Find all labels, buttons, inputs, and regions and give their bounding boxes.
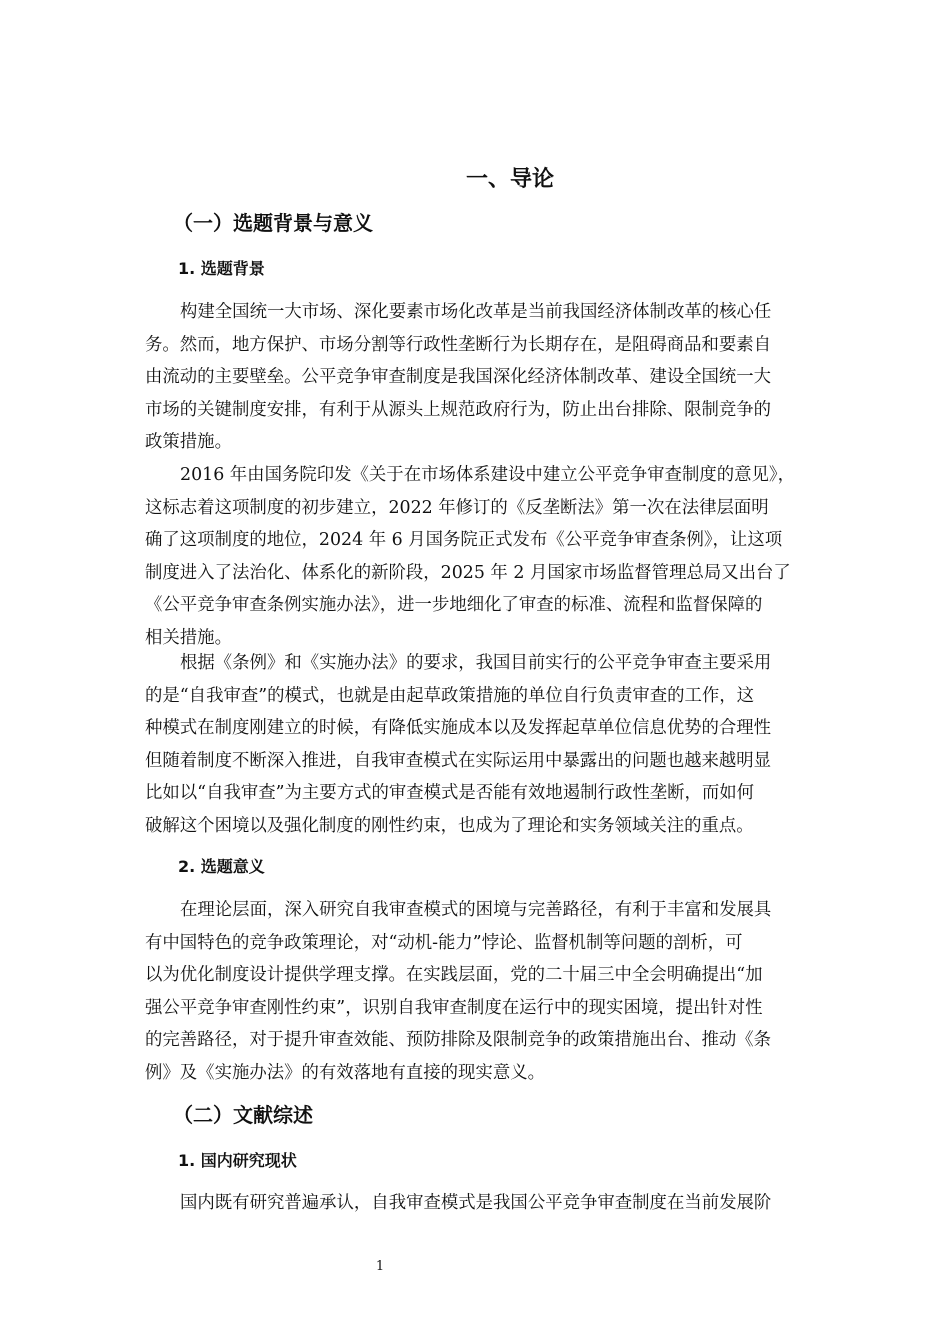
subsection-heading-background: 1. 选题背景: [178, 259, 265, 278]
text-line: 根据《条例》和《实施办法》的要求，我国目前实行的公平竞争审查主要采用: [180, 653, 772, 673]
text-line: 构建全国统一大市场、深化要素市场化改革是当前我国经济体制改革的核心任: [180, 302, 772, 322]
text-line: 比如以“自我审查”为主要方式的审查模式是否能有效地遏制行政性垄断，而如何: [145, 783, 755, 804]
paragraph-background-2: [145, 459, 840, 655]
text-line: 务。然而，地方保护、市场分割等行政性垄断行为长期存在，是阻碍商品和要素自: [145, 334, 772, 355]
text-line: 种模式在制度刚建立的时候，有降低实施成本以及发挥起草单位信息优势的合理性: [145, 718, 772, 739]
text-line: 国内既有研究普遍承认，自我审查模式是我国公平竞争审查制度在当前发展阶: [180, 1193, 772, 1213]
text-line: 以为优化制度设计提供学理支撑。在实践层面，党的二十届三中全会明确提出“加: [145, 965, 763, 986]
text-line: 在理论层面，深入研究自我审查模式的困境与完善路径，有利于丰富和发展具: [180, 900, 772, 920]
text-line: 《公平竞争审查条例实施办法》，进一步地细化了审查的标准、流程和监督保障的: [145, 595, 763, 616]
text-line: 有中国特色的竞争政策理论，对“动机-能力”悖论、监督机制等问题的剖析，可: [145, 932, 743, 953]
text-line: 的完善路径，对于提升审查效能、预防排除及限制竞争的政策措施出台、推动《条: [145, 1030, 772, 1051]
text-line: 的是“自我审查”的模式，也就是由起草政策措施的单位自行负责审查的工作，这: [145, 685, 755, 706]
text-line: 破解这个困境以及强化制度的刚性约束，也成为了理论和实务领域关注的重点。: [145, 815, 754, 836]
text-line: 由流动的主要壁垒。公平竞争审查制度是我国深化经济体制改革、建设全国统一大: [145, 367, 772, 388]
paragraph-significance: [145, 894, 840, 1090]
subsection-heading-domestic-research: 1. 国内研究现状: [178, 1151, 297, 1170]
text-line: 制度进入了法治化、体系化的新阶段，2025 年 2 月国家市场监督管理总局又出台了: [145, 562, 791, 583]
page-number: 1: [375, 1259, 385, 1274]
paragraph-domestic-research: [145, 1187, 840, 1220]
text-line: 例》及《实施办法》的有效落地有直接的现实意义。: [145, 1062, 545, 1083]
subsection-heading-significance: 2. 选题意义: [178, 857, 265, 876]
section-heading-background: （一）选题背景与意义: [173, 211, 373, 235]
text-line: 政策措施。: [145, 432, 232, 453]
text-line: 确了这项制度的地位，2024 年 6 月国务院正式发布《公平竞争审查条例》，让这项: [145, 530, 783, 551]
text-line: 强公平竞争审查刚性约束”，识别自我审查制度在运行中的现实困境，提出针对性: [145, 997, 763, 1018]
text-line: 相关措施。: [145, 627, 232, 648]
paragraph-background-3: [145, 647, 840, 843]
chapter-title: 一、导论: [465, 167, 554, 192]
text-line: 这标志着这项制度的初步建立，2022 年修订的《反垄断法》第一次在法律层面明: [145, 497, 769, 518]
text-line: 市场的关键制度安排，有利于从源头上规范政府行为，防止出台排除、限制竞争的: [145, 399, 772, 420]
text-line: 2016 年由国务院印发《关于在市场体系建设中建立公平竞争审查制度的意见》，: [180, 465, 795, 485]
section-heading-literature-review: （二）文献综述: [173, 1103, 313, 1127]
text-line: 但随着制度不断深入推进，自我审查模式在实际运用中暴露出的问题也越来越明显: [145, 750, 772, 771]
paragraph-background-1: [145, 296, 840, 459]
